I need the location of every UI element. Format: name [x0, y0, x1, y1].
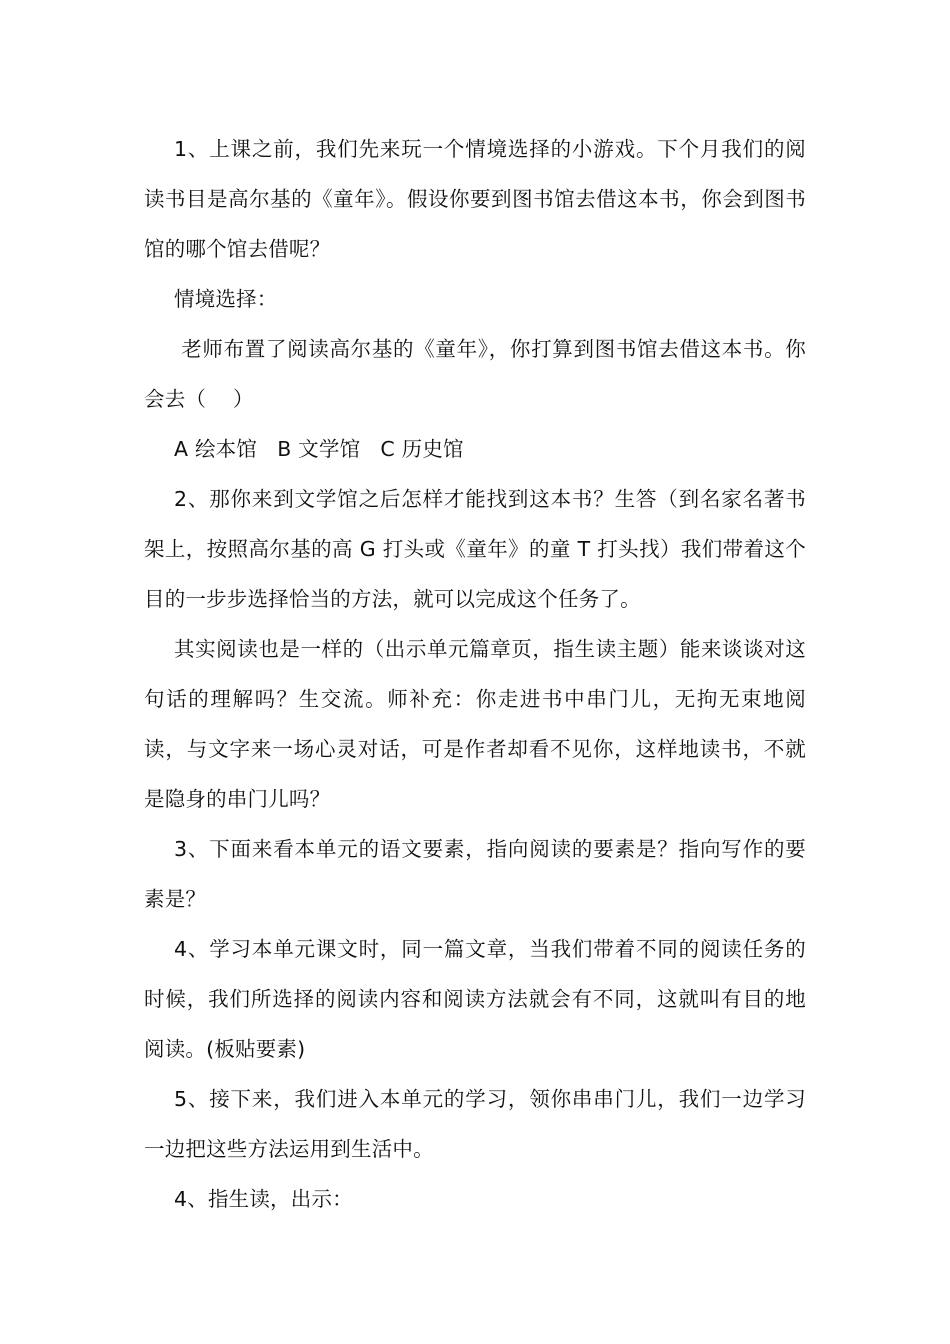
paragraph-2: 情境选择：	[174, 287, 278, 311]
paragraph-3: 老师布置了阅读高尔基的《童年》，你打算到图书馆去借这本书。你会去（ ）	[144, 337, 806, 411]
paragraph-5: 2、那你来到文学馆之后怎样才能找到这本书？生答（到名家名著书架上，按照高尔基的高 G 打头或《童年》的童 T 打头找）我们带着这个目的一步步选择恰当的方法，就可以完成这个任务了。	[144, 487, 806, 611]
paragraph-8: 4、学习本单元课文时，同一篇文章，当我们带着不同的阅读任务的时候，我们所选择的阅读内容和阅读方法就会有不同，这就叫有目的地阅读。(板贴要素)	[144, 937, 806, 1061]
paragraph-1: 1、上课之前，我们先来玩一个情境选择的小游戏。下个月我们的阅读书目是高尔基的《童年》。假设你要到图书馆去借这本书，你会到图书馆的哪个馆去借呢？	[144, 137, 806, 261]
paragraph-10: 4、指生读，出示：	[174, 1187, 353, 1211]
paragraph-4-choices: A 绘本馆 B 文学馆 C 历史馆	[174, 437, 464, 461]
document-body	[144, 124, 806, 1224]
paragraph-6: 其实阅读也是一样的（出示单元篇章页，指生读主题）能来谈谈对这句话的理解吗？生交流。师补充：你走进书中串门儿，无拘无束地阅读，与文字来一场心灵对话，可是作者却看不见你，这样地读书，不就是隐身的串门儿吗？	[144, 637, 806, 811]
paragraph-9: 5、接下来，我们进入本单元的学习，领你串串门儿，我们一边学习一边把这些方法运用到生活中。	[144, 1087, 806, 1161]
paragraph-7: 3、下面来看本单元的语文要素，指向阅读的要素是？指向写作的要素是？	[144, 837, 806, 911]
